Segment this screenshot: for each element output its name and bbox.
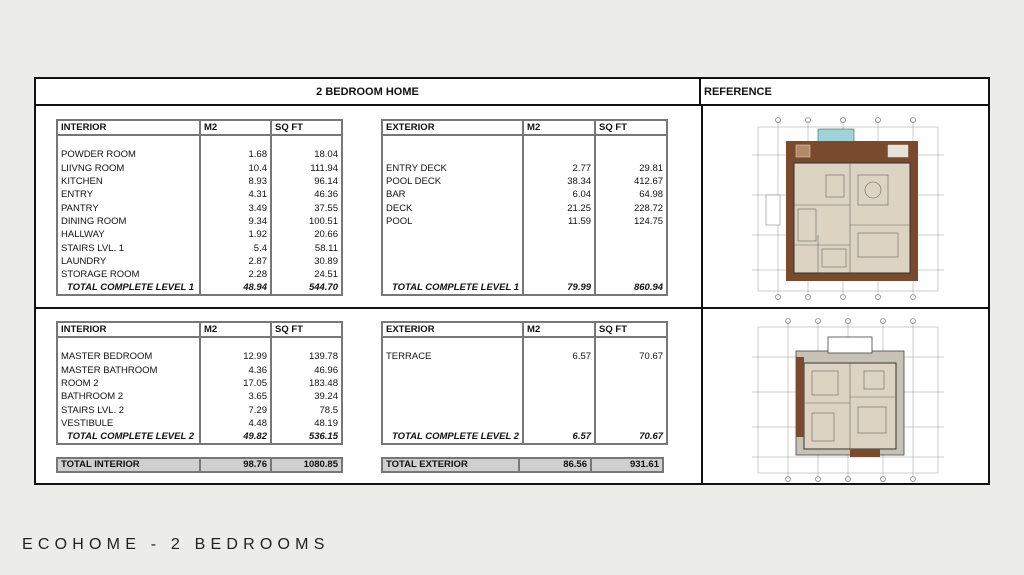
table-row: MASTER BATHROOM 4.36 46.96 [57, 364, 342, 377]
total-row: TOTAL COMPLETE LEVEL 2 49.82 536.15 [57, 430, 342, 444]
table-row: ENTRY 4.31 46.36 [57, 188, 342, 201]
floor-plan-level1 [738, 115, 958, 301]
col-exterior: EXTERIOR [382, 120, 523, 135]
table-row: TERRACE 6.57 70.67 [382, 350, 667, 363]
floor-plan-level2 [738, 317, 958, 483]
table-row: PANTRY 3.49 37.55 [57, 201, 342, 214]
level1-exterior-table [381, 119, 668, 296]
col-sqft: SQ FT [595, 322, 667, 337]
table-row: BAR 6.04 64.98 [382, 188, 667, 201]
table-row: KITCHEN 8.93 96.14 [57, 175, 342, 188]
sheet-title: 2 BEDROOM HOME [36, 79, 701, 106]
reference-title: REFERENCE [701, 79, 988, 106]
col-exterior: EXTERIOR [382, 322, 523, 337]
table-row: STAIRS LVL. 2 7.29 78.5 [57, 403, 342, 416]
table-row: POWDER ROOM 1.68 18.04 [57, 148, 342, 161]
interior-area [794, 163, 910, 273]
row-divider [36, 307, 988, 309]
col-interior: INTERIOR [57, 322, 200, 337]
col-m2: M2 [523, 120, 595, 135]
col-sqft: SQ FT [271, 322, 342, 337]
level2-exterior-table [381, 321, 668, 445]
area-sheet [34, 77, 990, 485]
table-row: BATHROOM 2 3.65 39.24 [57, 390, 342, 403]
level2-interior-table [56, 321, 343, 445]
total-exterior-bar: TOTAL EXTERIOR 86.56 931.61 [381, 457, 664, 473]
col-m2: M2 [523, 322, 595, 337]
col-m2: M2 [200, 120, 271, 135]
table-row: ENTRY DECK 2.77 29.81 [382, 162, 667, 175]
total-interior-bar: TOTAL INTERIOR 98.76 1080.85 [56, 457, 343, 473]
table-row: POOL 11.59 124.75 [382, 215, 667, 228]
level1-interior-table [56, 119, 343, 296]
total-row: TOTAL COMPLETE LEVEL 2 6.57 70.67 [382, 430, 667, 444]
col-m2: M2 [200, 322, 271, 337]
total-row: TOTAL COMPLETE LEVEL 1 79.99 860.94 [382, 281, 667, 295]
col-interior: INTERIOR [57, 120, 200, 135]
table-row: STAIRS LVL. 1 5.4 58.11 [57, 241, 342, 254]
table-row: DECK 21.25 228.72 [382, 201, 667, 214]
table-row: VESTIBULE 4.48 48.19 [57, 417, 342, 430]
table-row: MASTER BEDROOM 12.99 139.78 [57, 350, 342, 363]
page-footer-title: ECOHOME - 2 BEDROOMS [22, 536, 330, 553]
col-sqft: SQ FT [271, 120, 342, 135]
table-row: ROOM 2 17.05 183.48 [57, 377, 342, 390]
table-row: LIIVNG ROOM 10.4 111.94 [57, 162, 342, 175]
column-divider [701, 106, 703, 483]
table-row: DINING ROOM 9.34 100.51 [57, 215, 342, 228]
table-row: POOL DECK 38.34 412.67 [382, 175, 667, 188]
table-row: LAUNDRY 2.87 30.89 [57, 255, 342, 268]
table-row: STORAGE ROOM 2.28 24.51 [57, 268, 342, 281]
table-row: HALLWAY 1.92 20.66 [57, 228, 342, 241]
col-sqft: SQ FT [595, 120, 667, 135]
total-row: TOTAL COMPLETE LEVEL 1 48.94 544.70 [57, 281, 342, 295]
